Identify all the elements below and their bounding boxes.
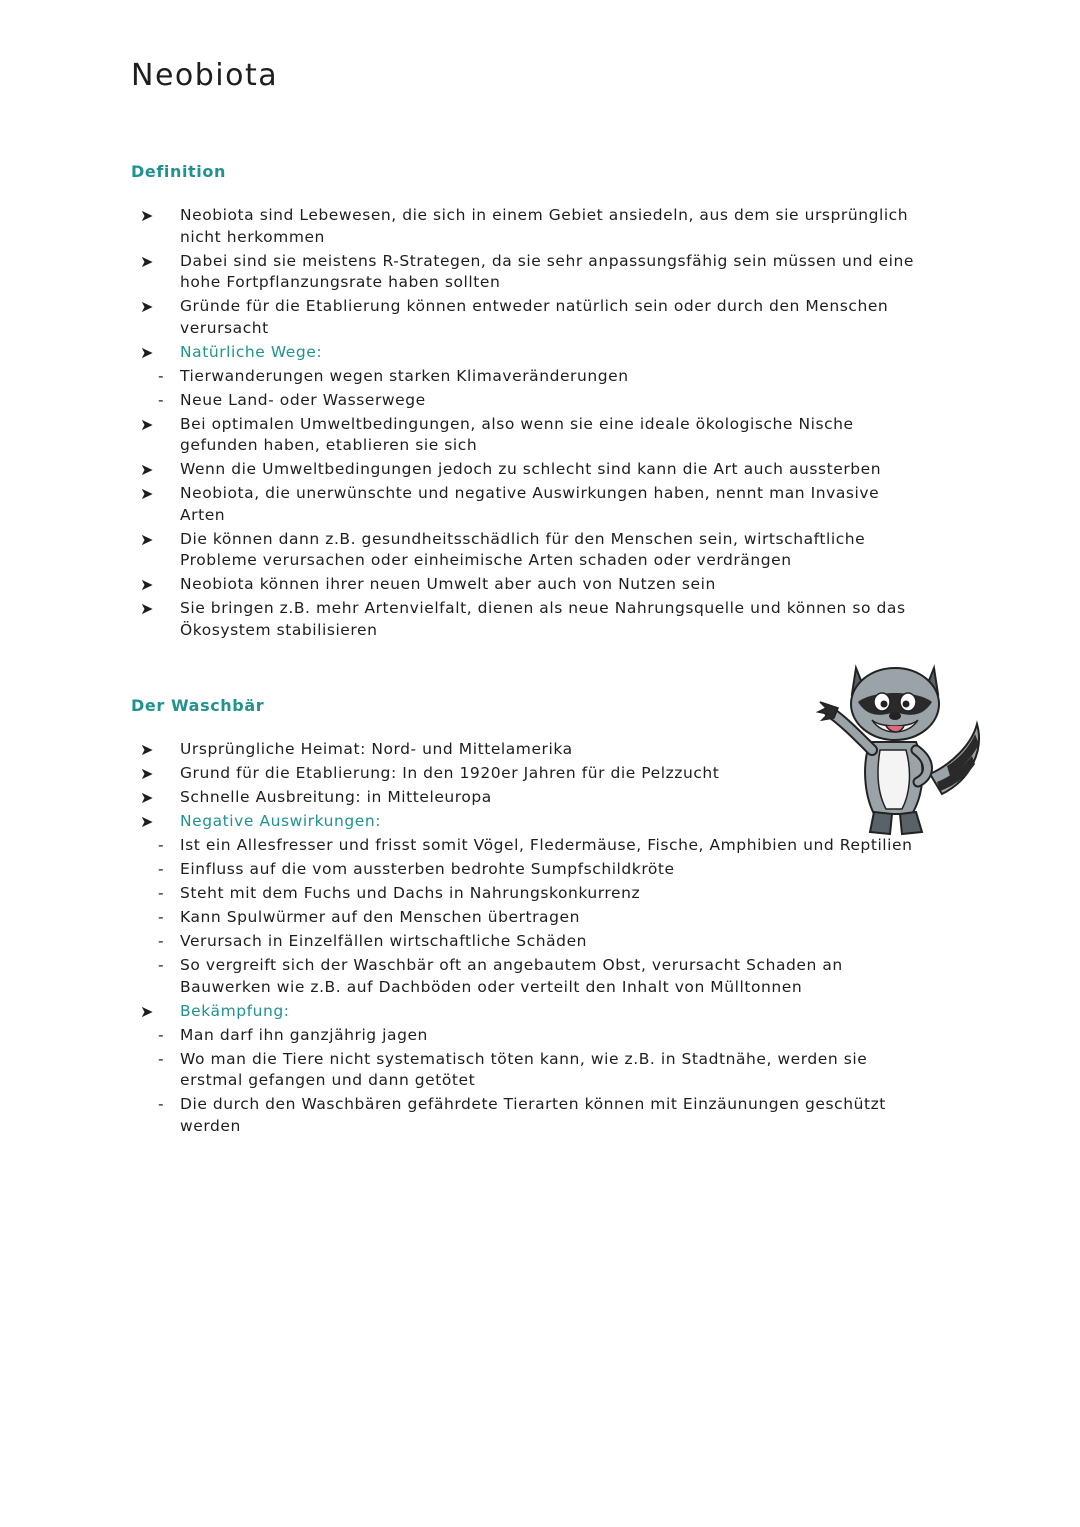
dash-bullet-icon: - — [158, 860, 165, 878]
dash-bullet-icon: - — [158, 884, 165, 902]
list-item-text: Kann Spulwürmer auf den Menschen übertragen — [180, 908, 580, 926]
list-item — [140, 763, 920, 785]
arrow-bullet-icon: ➤ — [140, 788, 154, 807]
arrow-bullet-icon: ➤ — [140, 740, 154, 759]
dash-bullet-icon: - — [158, 836, 165, 854]
dash-bullet-icon: - — [158, 390, 165, 409]
list-item-text: Grund für die Etablierung: In den 1920er Jahren für die Pelzzucht — [180, 764, 720, 782]
list-item-text: Gründe für die Etablierung können entweder natürlich sein oder durch den Menschen verursacht — [180, 297, 889, 337]
list-item-text: Negative Auswirkungen: — [180, 812, 382, 830]
list-item — [140, 598, 920, 641]
list-item — [140, 955, 920, 998]
list-item-text: Wenn die Umweltbedingungen jedoch zu schlecht sind kann die Art auch aussterben — [180, 460, 882, 478]
arrow-bullet-icon: ➤ — [140, 251, 154, 271]
list-item — [140, 205, 920, 248]
list-item — [140, 1025, 920, 1047]
page-title: Neobiota — [131, 58, 279, 93]
list-item — [140, 390, 920, 412]
dash-bullet-icon: - — [158, 366, 165, 385]
list-item-text: Bei optimalen Umweltbedingungen, also wenn sie eine ideale ökologische Nische gefunden haben, etablieren sie sich — [180, 414, 854, 454]
list-item — [140, 1049, 920, 1092]
list-item — [140, 529, 920, 572]
arrow-bullet-icon: ➤ — [140, 812, 154, 831]
dash-bullet-icon: - — [158, 1049, 165, 1068]
list-item — [140, 574, 920, 596]
list-item — [140, 907, 920, 929]
list-item-text: Neobiota sind Lebewesen, die sich in einem Gebiet ansiedeln, aus dem sie ursprünglich nicht herkommen — [180, 206, 909, 246]
list-item-text: Dabei sind sie meistens R-Strategen, da sie sehr anpassungsfähig sein müssen und eine hohe Fortpflanzungsrate haben sollten — [180, 251, 914, 291]
arrow-bullet-icon: ➤ — [140, 484, 154, 503]
dash-bullet-icon: - — [158, 956, 165, 974]
list-item — [140, 366, 920, 388]
list-item — [140, 859, 920, 881]
raccoon-tail — [930, 724, 979, 794]
list-item-text: Die können dann z.B. gesundheitsschädlich für den Menschen sein, wirtschaftliche Probleme verursachen oder einheimische Arten schaden oder verdrängen — [180, 529, 866, 569]
list-item-text: Neobiota können ihrer neuen Umwelt aber auch von Nutzen sein — [180, 575, 716, 593]
arrow-bullet-icon: ➤ — [140, 414, 154, 434]
list-item-text: Sie bringen z.B. mehr Artenvielfalt, dienen als neue Nahrungsquelle und können so das Ökosystem stabilisieren — [180, 599, 906, 639]
list-item-text: Einfluss auf die vom aussterben bedrohte Sumpfschildkröte — [180, 860, 675, 878]
arrow-bullet-icon: ➤ — [140, 1001, 154, 1021]
list-item — [140, 483, 920, 526]
list-item — [140, 296, 920, 339]
raccoon-illustration — [812, 654, 984, 840]
list-item — [140, 739, 920, 761]
list-item — [140, 414, 920, 457]
arrow-bullet-icon: ➤ — [140, 342, 154, 362]
arrow-bullet-icon: ➤ — [140, 575, 154, 594]
list-item-text: Die durch den Waschbären gefährdete Tierarten können mit Einzäunungen geschützt werden — [180, 1095, 886, 1135]
list-item — [140, 811, 920, 833]
arrow-bullet-icon: ➤ — [140, 599, 154, 618]
list-item — [140, 931, 920, 953]
arrow-bullet-icon: ➤ — [140, 764, 154, 783]
arrow-bullet-icon: ➤ — [140, 529, 154, 549]
section-heading-definition: Definition — [131, 162, 226, 181]
list-item-text: So vergreift sich der Waschbär oft an angebautem Obst, verursacht Schaden an Bauwerken wie z.B. auf Dachböden oder verteilt den Inhalt von Mülltonnen — [180, 956, 843, 996]
list-item-text: Neobiota, die unerwünschte und negative Auswirkungen haben, nennt man Invasive Arten — [180, 484, 880, 524]
arrow-bullet-icon: ➤ — [140, 460, 154, 479]
list-item-text: Ist ein Allesfresser und frisst somit Vögel, Fledermäuse, Fische, Amphibien und Reptilien — [180, 836, 913, 854]
dash-bullet-icon: - — [158, 932, 165, 950]
raccoon-head — [851, 668, 939, 740]
definition-list — [140, 205, 920, 644]
dash-bullet-icon: - — [158, 1095, 165, 1113]
list-item — [140, 1001, 920, 1023]
list-item — [140, 1094, 920, 1137]
list-item — [140, 342, 920, 364]
dash-bullet-icon: - — [158, 1025, 165, 1044]
list-item — [140, 835, 920, 857]
list-item-text: Neue Land- oder Wasserwege — [180, 390, 426, 409]
list-item-text: Natürliche Wege: — [180, 342, 323, 361]
list-item-text: Ursprüngliche Heimat: Nord- und Mittelamerika — [180, 740, 573, 758]
arrow-bullet-icon: ➤ — [140, 206, 154, 225]
list-item — [140, 883, 920, 905]
list-item-text: Wo man die Tiere nicht systematisch töten kann, wie z.B. in Stadtnähe, werden sie erstmal gefangen und dann getötet — [180, 1049, 868, 1089]
arrow-bullet-icon: ➤ — [140, 297, 154, 316]
list-item — [140, 459, 920, 481]
list-item-text: Bekämpfung: — [180, 1001, 290, 1020]
section-heading-raccoon: Der Waschbär — [131, 696, 265, 715]
list-item-text: Tierwanderungen wegen starken Klimaveränderungen — [180, 366, 629, 385]
list-item — [140, 251, 920, 294]
list-item-text: Steht mit dem Fuchs und Dachs in Nahrungskonkurrenz — [180, 884, 641, 902]
raccoon-list — [140, 739, 920, 1140]
list-item — [140, 787, 920, 809]
list-item-text: Verursach in Einzelfällen wirtschaftliche Schäden — [180, 932, 588, 950]
list-item-text: Man darf ihn ganzjährig jagen — [180, 1025, 428, 1044]
list-item-text: Schnelle Ausbreitung: in Mitteleuropa — [180, 788, 492, 806]
dash-bullet-icon: - — [158, 908, 165, 926]
